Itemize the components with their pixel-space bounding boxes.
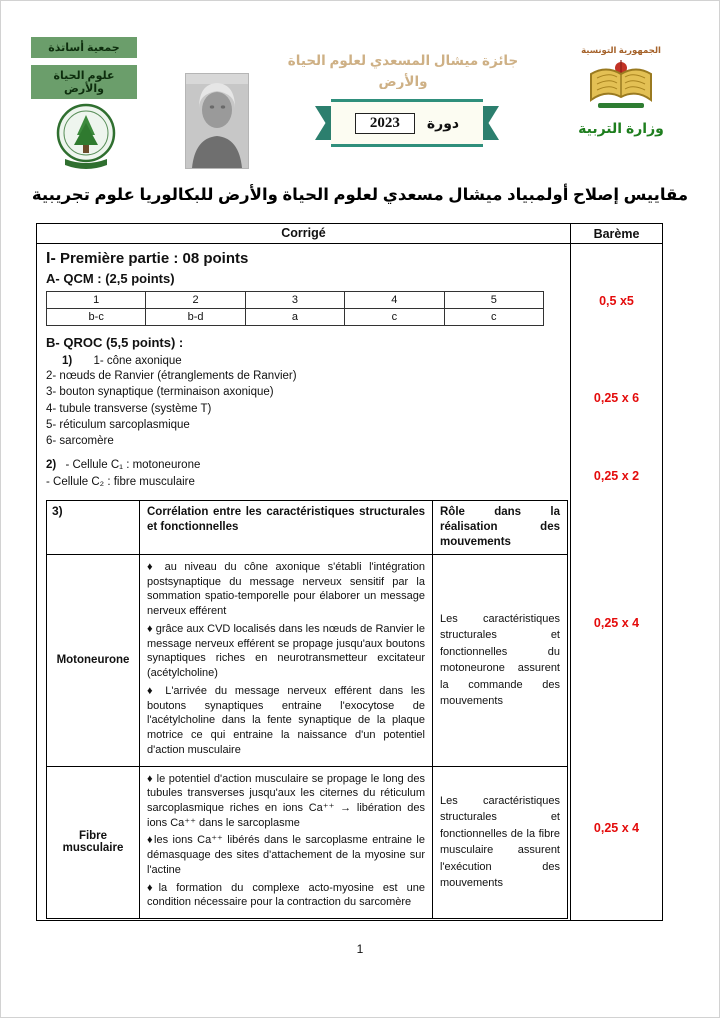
qcm-answer-cell: b-c: [47, 309, 146, 326]
part1-heading-text: Première partie : 08 points: [59, 250, 249, 267]
q3-role-fibre: Les caractéristiques structurales et fonctionnelles de la fibre musculaire assurent l'exécution des mouvements: [433, 766, 568, 919]
document-title: مقاييس إصلاح أولمبياد ميشال مسعدي لعلوم الحياة والأرض للبكالوريا علوم تجريبية: [31, 186, 689, 204]
association-logo-icon: [53, 101, 119, 171]
qroc-q1-label: 1): [62, 355, 73, 367]
qcm-heading: A- QCM : (2,5 points): [46, 271, 175, 286]
q3-correlation-table: [46, 500, 568, 919]
q3-row-motoneurone: [47, 554, 568, 766]
corrige-table-body: [37, 244, 662, 921]
column-header-bareme: Barème: [593, 226, 640, 241]
qcm-answer-cell: c: [444, 309, 543, 326]
republic-arc-text: الجمهورية التونسية: [581, 45, 661, 55]
q3-bullets-motoneurone: [140, 554, 433, 766]
ribbon-band: [331, 99, 483, 147]
q3-row-fibre: [47, 766, 568, 919]
bareme-value-q3-motoneurone: 0,25 x 4: [593, 616, 640, 630]
q3-bullets-fibre: [140, 766, 433, 919]
bareme-value-qcm: 0,5 x5: [599, 294, 634, 308]
bareme-value-q3-fibre: 0,25 x 4: [593, 821, 640, 835]
bullet-item: ♦la formation du complexe acto-myosine est une condition nécessaire pour la contraction du sarcomère: [147, 881, 425, 909]
qroc-q1-item: 6- sarcomère: [46, 435, 114, 448]
bullet-item: ♦ le potentiel d'action musculaire se propage le long des tubules transverses jusqu'aux les citernes du réticulum sarcoplasmique riches en ions Ca⁺⁺ → libération des ions Ca⁺⁺ dans le sarcoplasme: [147, 772, 425, 829]
qcm-answer-cell: c: [345, 309, 444, 326]
session-word: دورة: [426, 114, 460, 131]
part1-heading-number: I-: [46, 250, 56, 267]
qroc-q1-item: 2- nœuds de Ranvier (étranglements de Ranvier): [46, 370, 297, 382]
qroc-q1-item: 5- réticulum sarcoplasmique: [46, 418, 190, 431]
qcm-header-cell: 4: [345, 292, 444, 309]
q3-header-row: [47, 501, 568, 555]
ministry-emblem-icon: [567, 56, 675, 119]
corrige-table-header: [37, 224, 662, 244]
association-block: [31, 37, 137, 99]
session-banner: [315, 99, 499, 147]
bullet-item: ♦ au niveau du cône axonique s'établi l'intégration postsynaptique du message nerveux sensitif par la sommation spatio-temporelle pour élaborer un message nerveux efférent: [147, 560, 425, 618]
part1-heading: [46, 250, 561, 268]
association-name-line1: جمعية أساتذة: [31, 37, 137, 58]
qroc-q1-line: [62, 355, 561, 367]
bullet-item: ♦ L'arrivée du message nerveux efférent dans les boutons synaptiques entraine l'exocytose de l'acétylcholine dans la fente synaptique de la plaque motrice ce qui entraine la naissance d'un potentiel d'action musculaire: [147, 684, 425, 756]
bareme-value-q2: 0,25 x 2: [593, 469, 640, 483]
qroc-q2-line2: - Cellule C₂ : fibre musculaire: [46, 475, 195, 488]
q3-role-motoneurone: Les caractéristiques structurales et fonctionnelles du motoneurone assurent la commande des mouvements: [433, 554, 568, 766]
qroc-q1-item: 4- tubule transverse (système T): [46, 402, 212, 415]
qcm-header-cell: 3: [245, 292, 344, 309]
bareme-value-q1: 0,25 x 6: [593, 391, 640, 405]
qroc-q1-item: 3- bouton synaptique (terminaison axonique): [46, 386, 274, 399]
qroc-q2-label: 2): [46, 458, 57, 471]
column-header-corrige: Corrigé: [37, 224, 571, 243]
qcm-answer-cell: a: [245, 309, 344, 326]
q3-header-role: Rôle dans la réalisation des mouvements: [433, 501, 568, 555]
qroc-q1-item1: 1- cône axonique: [93, 355, 182, 367]
q3-row-label: Fibre musculaire: [47, 766, 140, 919]
qcm-answer-table: [46, 291, 544, 326]
qroc-q3-label: 3): [47, 501, 140, 555]
award-watermark-text: جائزة ميشال المسعدي لعلوم الحياة والأرض: [287, 53, 519, 89]
bullet-item: ♦les ions Ca⁺⁺ libérés dans le sarcoplasme entraine le démasquage des sites d'attachement de la myosine sur l'actine: [147, 834, 425, 876]
ministry-name: وزارة التربية: [578, 120, 664, 136]
qcm-header-row: [47, 292, 544, 309]
session-year: 2023: [355, 113, 415, 134]
q3-header-correlation: Corrélation entre les caractéristiques structurales et fonctionnelles: [140, 501, 433, 555]
bullet-item: ♦ grâce aux CVD localisés dans les nœuds de Ranvier le message nerveux efférent se propage jusqu'aux boutons synaptiques riches en neurotransmetteur excitateur (acétylcholine): [147, 622, 425, 680]
qcm-header-cell: 5: [444, 292, 543, 309]
qcm-header-cell: 1: [47, 292, 146, 309]
corrige-table: [36, 223, 663, 921]
portrait-photo: [185, 73, 249, 169]
corrige-content: [37, 244, 571, 921]
qroc-q2-cell1: - Cellule C₁ : motoneurone: [65, 458, 201, 471]
qroc-q2-line1: [46, 457, 561, 474]
ministry-emblem-block: [567, 45, 675, 137]
qcm-answer-cell: b-d: [146, 309, 245, 326]
q3-row-label: Motoneurone: [47, 554, 140, 766]
qroc-q2-block: [46, 457, 561, 492]
page-number: 1: [356, 942, 364, 956]
bareme-column: [571, 244, 662, 921]
association-name-line2: علوم الحياة والأرض: [31, 65, 137, 99]
qcm-answer-row: [47, 309, 544, 326]
qcm-header-cell: 2: [146, 292, 245, 309]
qroc-heading: B- QROC (5,5 points) :: [46, 335, 184, 350]
